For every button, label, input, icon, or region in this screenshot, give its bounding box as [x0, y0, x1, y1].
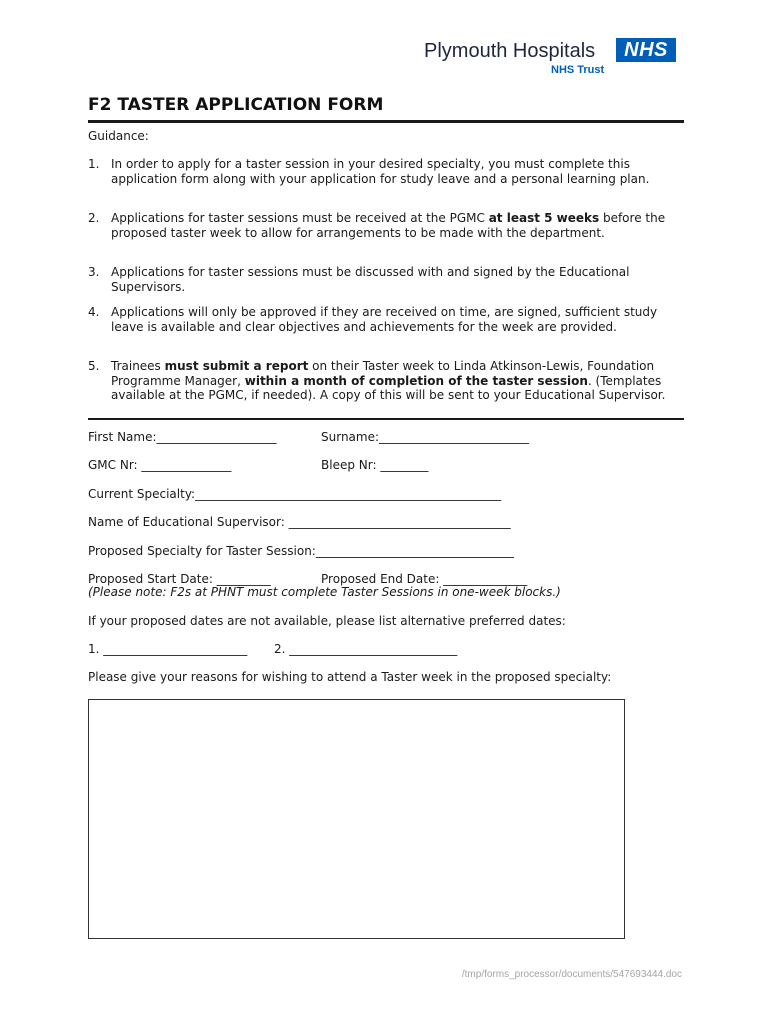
guidance-item-text: [111, 211, 668, 240]
current-specialty-field[interactable]: Current Specialty:___________________________________________________: [88, 487, 502, 501]
guidance-text-run: In order to apply for a taster session in your desired specialty, you must complete this application form along with your application for study leave and a personal learning plan.: [111, 157, 650, 186]
dates-note: (Please note: F2s at PHNT must complete Taster Sessions in one-week blocks.): [88, 585, 561, 599]
guidance-item-number: 2.: [88, 211, 100, 225]
guidance-text-run: Applications will only be approved if they are received on time, are signed, sufficient study leave is available and clear objectives and achievements for the week are provided.: [111, 305, 658, 334]
guidance-item-number: 5.: [88, 359, 100, 373]
guidance-item-text: [111, 305, 668, 334]
guidance-text-run: on their Taster week to Linda Atkinson-Lewis, Foundation Programme Manager,: [111, 359, 655, 388]
alternative-date-2-field[interactable]: 2. ____________________________: [274, 642, 458, 656]
guidance-emphasis: within a month of completion of the taster session: [244, 373, 588, 388]
footer-file-path: /tmp/forms_processor/documents/547693444.doc: [461, 969, 682, 980]
guidance-text-run: Applications for taster sessions must be received at the PGMC: [111, 211, 489, 225]
org-subtitle: NHS Trust: [551, 64, 605, 76]
guidance-emphasis: must submit a report: [164, 359, 309, 373]
guidance-item-number: 3.: [88, 265, 100, 279]
gmc-number-field[interactable]: GMC Nr: _______________: [88, 458, 232, 472]
guidance-text-run: Trainees: [111, 359, 165, 373]
first-name-field[interactable]: First Name:____________________: [88, 430, 277, 444]
guidance-item-number: 4.: [88, 305, 100, 319]
surname-field[interactable]: Surname:_________________________: [321, 430, 530, 444]
guidance-item-text: [111, 157, 668, 186]
start-date-field[interactable]: Proposed Start Date: _________: [88, 572, 271, 586]
educational-supervisor-field[interactable]: Name of Educational Supervisor: _____________________________________: [88, 515, 511, 529]
title-divider: [88, 120, 684, 123]
guidance-item-text: [111, 265, 668, 294]
alternative-dates-prompt: If your proposed dates are not available, please list alternative preferred dates:: [88, 614, 566, 628]
guidance-text-run: before the proposed taster week to allow for arrangements to be made with the department.: [111, 211, 666, 240]
form-title: F2 TASTER APPLICATION FORM: [88, 95, 384, 115]
proposed-specialty-field[interactable]: Proposed Specialty for Taster Session:_________________________________: [88, 544, 514, 558]
guidance-emphasis: at least 5 weeks: [488, 211, 600, 225]
reasons-textarea[interactable]: [88, 699, 625, 939]
guidance-text-run: . (Templates available at the PGMC, if needed). A copy of this will be sent to your Educational Supervisor.: [111, 373, 666, 402]
bleep-number-field[interactable]: Bleep Nr: ________: [321, 458, 429, 472]
end-date-field[interactable]: Proposed End Date: ______________: [321, 572, 528, 586]
guidance-item-number: 1.: [88, 157, 100, 171]
reasons-prompt: Please give your reasons for wishing to attend a Taster week in the proposed specialty:: [88, 670, 612, 684]
guidance-item-text: [111, 359, 668, 403]
guidance-label: Guidance:: [88, 129, 149, 143]
nhs-logo: NHS: [616, 38, 676, 62]
guidance-text-run: Applications for taster sessions must be discussed with and signed by the Educational Supervisors.: [111, 265, 630, 294]
org-name: Plymouth Hospitals: [424, 40, 596, 62]
section-divider: [88, 418, 684, 420]
alternative-date-1-field[interactable]: 1. ________________________: [88, 642, 248, 656]
